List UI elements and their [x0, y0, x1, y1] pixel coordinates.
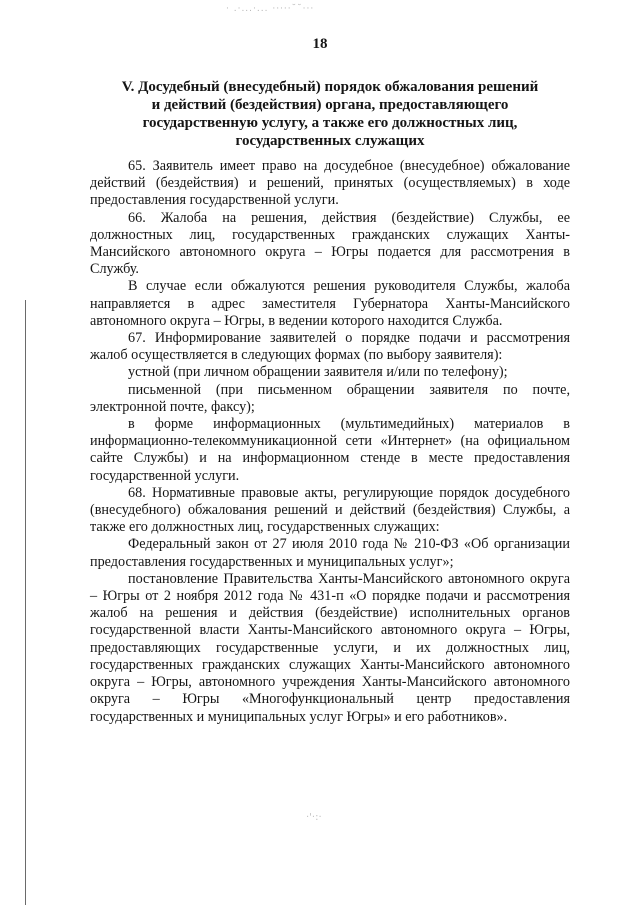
form-written: письменной (при письменном обращении заявителя по почте, электронной почте, факсу); — [90, 381, 570, 415]
government-resolution: постановление Правительства Ханты-Мансийского автономного округа – Югры от 2 ноября 2012 года № 431-п «О порядке подачи и рассмотрения жалоб на решения и действия (бездействие) исполнительных органов государственной власти Ханты-Мансийского автономного округа – Югры, предоставляющих государственные услуги, и их должностных лиц, государственных гражданских служащих Ханты-Мансийского автономного округа – Югры, автономного учреждения Ханты-Мансийского автономного округа – Югры «Многофункциональный центр предоставления государственных и муниципальных услуг Югры» и его работников». — [90, 570, 570, 725]
heading-line: V. Досудебный (внесудебный) порядок обжалования решений — [121, 79, 539, 95]
heading-line: государственную услугу, а также его должностных лиц, — [142, 115, 518, 131]
heading-line: государственных служащих — [235, 133, 425, 149]
paragraph-68: 68. Нормативные правовые акты, регулирующие порядок досудебного (внесудебного) обжалования решений и действий (бездействия) Службы, а также его должностных лиц, государственных служащих: — [90, 484, 570, 536]
section-heading — [90, 78, 570, 150]
scan-artifact-top: · .·...·... ·····˘˘··· — [226, 4, 315, 14]
page-number: 18 — [312, 36, 328, 52]
federal-law: Федеральный закон от 27 июля 2010 года № 210-ФЗ «Об организации предоставления государственных и муниципальных услуг»; — [90, 536, 570, 570]
form-oral: устной (при личном обращении заявителя и/или по телефону); — [128, 364, 508, 381]
heading-line: и действий (бездействия) органа, предоставляющего — [151, 97, 509, 113]
paragraph-66: 66. Жалоба на решения, действия (бездействие) Службы, ее должностных лиц, государственных гражданских служащих Ханты-Мансийского автономного округа – Югры подается для рассмотрения в Службу. — [90, 209, 570, 278]
form-internet: в форме информационных (мультимедийных) материалов в информационно-телекоммуникационной сети «Интернет» (на официальном сайте Службы) и на информационном стенде в месте предоставления государственной услуги. — [90, 416, 570, 484]
scan-artifact-bottom: ·'·:· — [306, 812, 322, 823]
paragraph-67: 67. Информирование заявителей о порядке подачи и рассмотрения жалоб осуществляется в следующих формах (по выбору заявителя): — [90, 330, 570, 364]
scan-left-edge — [25, 300, 26, 905]
paragraph-66-cont: В случае если обжалуются решения руководителя Службы, жалоба направляется в адрес заместителя Губернатора Ханты-Мансийского автономного округа – Югры, в ведении которого находится Служба. — [90, 278, 570, 329]
paragraph-65: 65. Заявитель имеет право на досудебное (внесудебное) обжалование действий (бездействия) и решений, принятых (осуществляемых) в ходе предоставления государственной услуги. — [90, 158, 570, 209]
section-body — [90, 158, 570, 726]
